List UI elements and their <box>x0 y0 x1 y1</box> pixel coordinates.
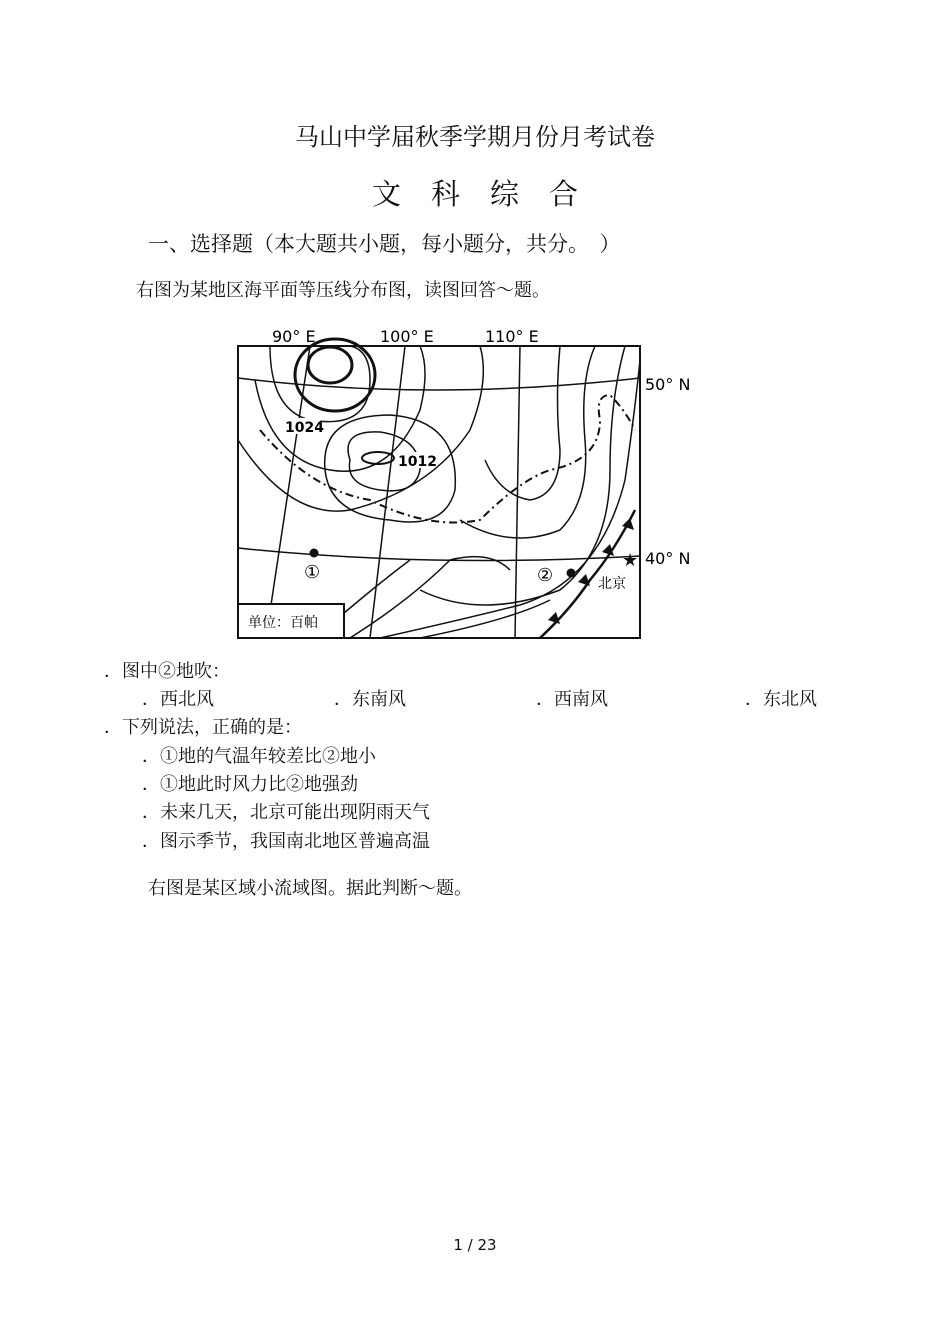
meridian-90 <box>266 346 310 638</box>
national-border <box>260 395 635 523</box>
isobar-east-2 <box>460 346 595 538</box>
question-1-option-a[interactable]: ．西北风 <box>142 689 214 710</box>
point-1-dot <box>310 549 319 558</box>
question-2-option-a[interactable]: ．①地的气温年较差比②地小 <box>142 746 376 767</box>
map-intro: 右图为某地区海平面等压线分布图，读图回答～题。 <box>136 280 550 301</box>
isobar-south-1 <box>350 557 510 638</box>
isobar-map <box>230 320 710 642</box>
point-2-label: ② <box>537 565 554 586</box>
page-number: 1 / 23 <box>453 1236 497 1254</box>
exam-subtitle: 文科综合 <box>371 177 608 211</box>
meridian-110 <box>515 346 520 638</box>
isobar-east-1 <box>485 346 560 500</box>
point-2-dot <box>567 569 576 578</box>
beijing-star-icon: ★ <box>622 550 639 571</box>
point-1-label: ① <box>304 562 321 583</box>
exam-title: 马山中学届秋季学期月份月考试卷 <box>295 123 655 151</box>
isobar-label-1012: 1012 <box>398 454 437 470</box>
question-1-option-d[interactable]: ．东北风 <box>745 689 817 710</box>
question-1-option-c[interactable]: ．西南风 <box>536 689 608 710</box>
lat-label-40: 40° N <box>645 549 691 568</box>
isobar-4 <box>238 346 483 511</box>
lon-label-100: 100° E <box>380 327 434 346</box>
question-2-option-b[interactable]: ．①地此时风力比②地强劲 <box>142 774 358 795</box>
front-triangle-4 <box>622 518 634 530</box>
question-2-option-d[interactable]: ．图示季节，我国南北地区普遍高温 <box>142 831 430 852</box>
question-2-stem: ．下列说法，正确的是： <box>104 717 302 738</box>
isobar-high-2 <box>295 339 375 411</box>
isobar-high-1 <box>308 347 352 383</box>
isobar-east-4 <box>380 360 640 638</box>
lon-label-110: 110° E <box>485 327 539 346</box>
watershed-intro: 右图是某区域小流域图。据此判断～题。 <box>148 878 472 899</box>
latitude-line-40 <box>238 548 640 561</box>
beijing-label: 北京 <box>598 576 626 592</box>
lon-label-90: 90° E <box>272 327 316 346</box>
isobar-east-3 <box>420 346 625 605</box>
isobar-label-1024: 1024 <box>285 420 324 436</box>
question-2-option-c[interactable]: ．未来几天，北京可能出现阴雨天气 <box>142 802 430 823</box>
unit-label: 单位：百帕 <box>248 615 318 631</box>
lat-label-50: 50° N <box>645 375 691 394</box>
section-heading: 一、选择题（本大题共小题，每小题分，共分。 ） <box>148 232 621 256</box>
front-triangle-2 <box>578 574 590 586</box>
front-triangle-1 <box>548 612 560 624</box>
question-1-stem: ．图中②地吹： <box>104 661 230 682</box>
question-1-option-b[interactable]: ．东南风 <box>334 689 406 710</box>
